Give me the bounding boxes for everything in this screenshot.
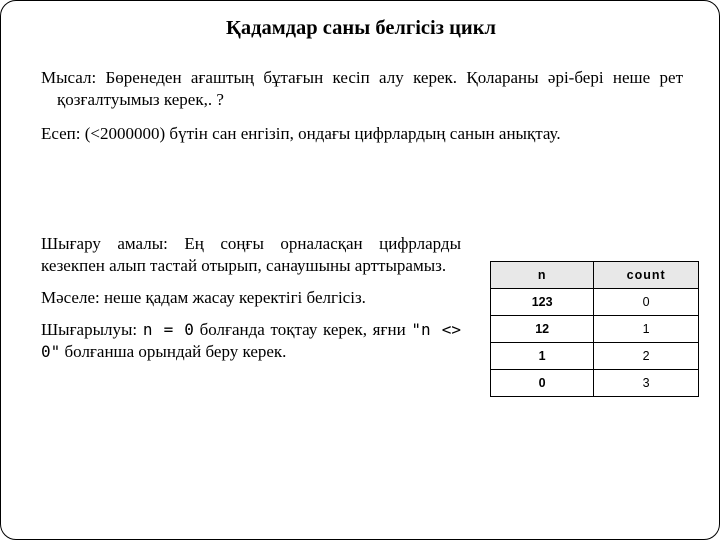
paragraph-example: Мысал: Бөренеден ағаштың бұтағын кесіп алу керек. Қолараны әрі-бері неше рет қозғалтуымыз керек,. ? bbox=[41, 68, 683, 110]
paragraph-solution bbox=[41, 319, 461, 363]
table-row bbox=[491, 343, 699, 370]
page-title: Қадамдар саны белгісіз цикл bbox=[225, 17, 497, 39]
table-header-row bbox=[491, 262, 699, 289]
solution-code-2: "n <> 0" bbox=[41, 320, 461, 362]
paragraph-method: Шығару амалы: Ең соңғы орналасқан цифрларды кезекпен алып тастай отырып, санаушыны арттырамыз. bbox=[41, 234, 461, 276]
solution-text-block bbox=[41, 233, 461, 373]
solution-prefix: Шығарылуы: bbox=[41, 320, 143, 340]
paragraph-task: Есеп: (<2000000) бүтін сан енгізіп, ондағы цифрлардың санын анықтау. bbox=[41, 124, 561, 144]
cell-n: 12 bbox=[491, 316, 594, 343]
intro-text-block bbox=[41, 67, 683, 149]
column-header-count: count bbox=[594, 262, 699, 289]
cell-n: 0 bbox=[491, 370, 594, 397]
solution-code-1: n = 0 bbox=[142, 320, 194, 340]
solution-mid-1: болғанда тоқтау керек, яғни bbox=[193, 320, 412, 340]
trace-table bbox=[490, 261, 699, 397]
paragraph-problem: Мәселе: неше қадам жасау керектігі белгісіз. bbox=[41, 288, 366, 308]
cell-n: 123 bbox=[491, 289, 594, 316]
cell-count: 1 bbox=[594, 316, 699, 343]
cell-count: 0 bbox=[594, 289, 699, 316]
cell-count: 2 bbox=[594, 343, 699, 370]
cell-n: 1 bbox=[491, 343, 594, 370]
cell-count: 3 bbox=[594, 370, 699, 397]
column-header-n: n bbox=[491, 262, 594, 289]
table-row bbox=[491, 316, 699, 343]
table-row bbox=[491, 370, 699, 397]
solution-mid-2: болғанша орындай беру керек. bbox=[60, 342, 287, 362]
table-row bbox=[491, 289, 699, 316]
